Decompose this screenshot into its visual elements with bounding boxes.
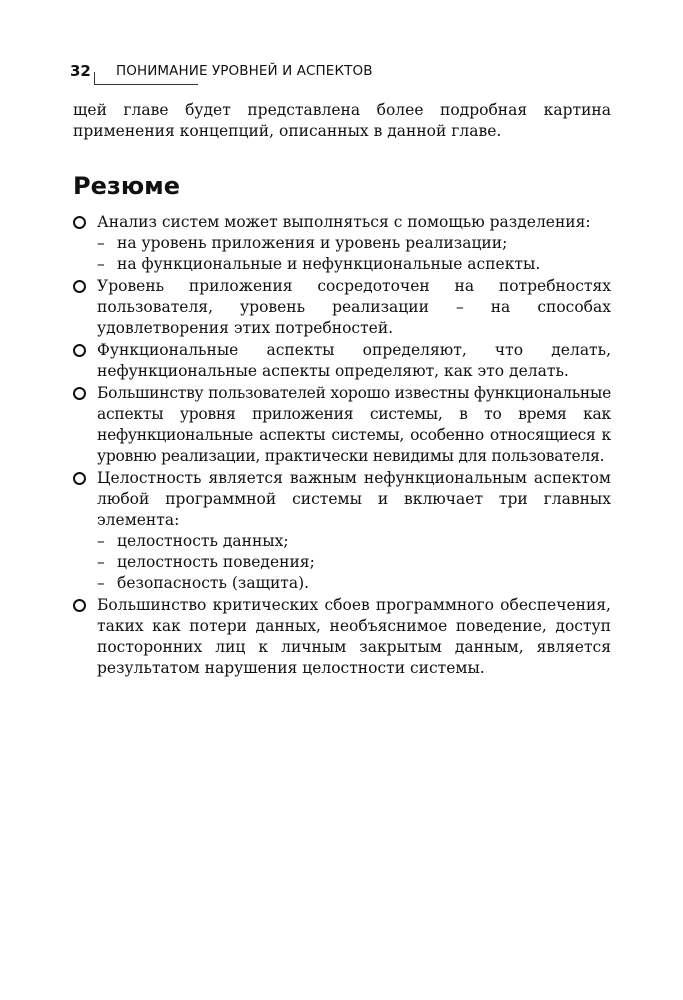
list-item <box>73 212 611 275</box>
page-number: 32 <box>70 62 91 80</box>
sub-item-text: на функциональные и нефункциональные аспекты. <box>117 255 541 273</box>
sub-list-item <box>97 552 611 573</box>
list-item-text: Целостность является важным нефункциональным аспектом любой программной системы и включает три главных элемента: <box>97 469 611 529</box>
sub-item-text: на уровень приложения и уровень реализации; <box>117 234 508 252</box>
section-heading: Резюме <box>73 172 181 200</box>
dash-marker: – <box>97 255 105 273</box>
running-title: ПОНИМАНИЕ УРОВНЕЙ И АСПЕКТОВ <box>116 63 373 79</box>
dash-marker: – <box>97 553 105 571</box>
list-item-text: Большинству пользователей хорошо известны функциональные аспекты уровня приложения системы, в то время как нефункциональные аспекты системы, особенно относящиеся к уровню реализации, практически невидимы для пользователя. <box>97 384 611 465</box>
dash-marker: – <box>97 574 105 592</box>
page-header <box>70 62 610 92</box>
circle-bullet-icon <box>73 344 86 357</box>
sub-list <box>97 233 611 275</box>
list-item <box>73 340 611 382</box>
sub-item-text: целостность поведения; <box>117 553 315 571</box>
page-body <box>73 100 611 680</box>
list-item <box>73 276 611 339</box>
sub-list-item <box>97 233 611 254</box>
circle-bullet-icon <box>73 387 86 400</box>
circle-bullet-icon <box>73 216 86 229</box>
header-rule <box>94 84 198 85</box>
dash-marker: – <box>97 234 105 252</box>
sub-item-text: целостность данных; <box>117 532 289 550</box>
list-item-text: Уровень приложения сосредоточен на потребностях пользователя, уровень реализации – на способах удовлетворения этих потребностей. <box>97 277 611 337</box>
sub-list-item <box>97 254 611 275</box>
list-item-text: Анализ систем может выполняться с помощью разделения: <box>97 213 591 231</box>
list-item <box>73 468 611 594</box>
list-item-text: Функциональные аспекты определяют, что делать, нефункциональные аспекты определяют, как это делать. <box>97 341 611 380</box>
sub-list <box>97 531 611 594</box>
circle-bullet-icon <box>73 472 86 485</box>
sub-item-text: безопасность (защита). <box>117 574 310 592</box>
list-item <box>73 595 611 679</box>
header-rule-tick <box>94 72 95 84</box>
list-item-text: Большинство критических сбоев программного обеспечения, таких как потери данных, необъяснимое поведение, доступ посторонних лиц к личным закрытым данным, является результатом нарушения целостности системы. <box>97 596 611 677</box>
sub-list-item <box>97 573 611 594</box>
circle-bullet-icon <box>73 280 86 293</box>
intro-paragraph: щей главе будет представлена более подробная картина применения концепций, описанных в данной главе. <box>73 101 611 140</box>
summary-list <box>73 212 611 679</box>
dash-marker: – <box>97 532 105 550</box>
list-item <box>73 383 611 467</box>
circle-bullet-icon <box>73 599 86 612</box>
sub-list-item <box>97 531 611 552</box>
